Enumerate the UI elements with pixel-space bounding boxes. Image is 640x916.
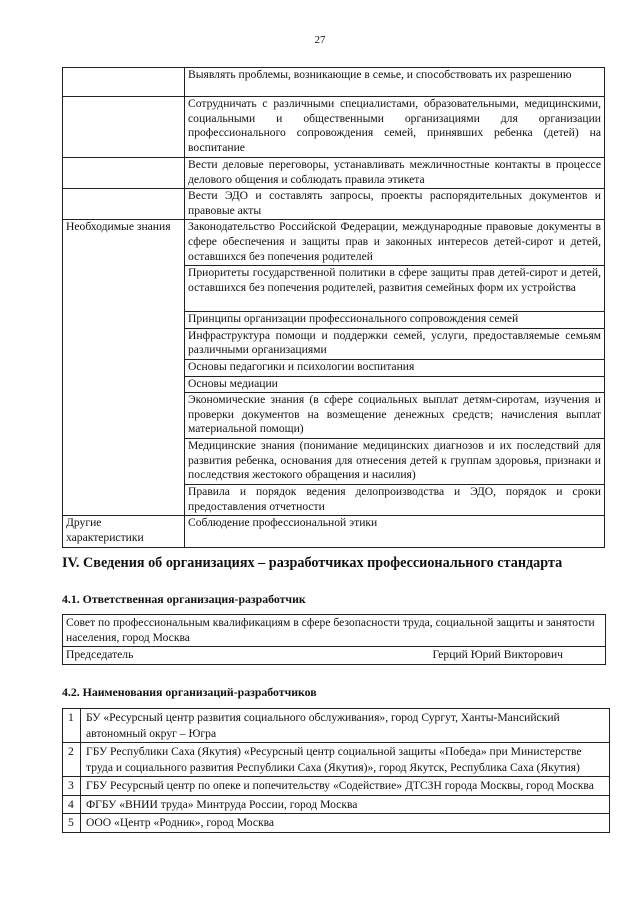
role-label: Председатель xyxy=(63,647,335,665)
row-text: Медицинские знания (понимание медицинских диагнозов и их последствий для развития ребенка, основания для отнесения детей к группам здоровья, признаки и последствия жестокого обращения и насилия) xyxy=(185,439,605,485)
organization-name: ФГБУ «ВНИИ труда» Минтруда России, город Москва xyxy=(81,795,610,814)
row-label xyxy=(63,359,185,376)
organization-name: ГБУ Республики Саха (Якутия) «Ресурсный центр социальной защиты «Победа» при Министерстве труда и социального развития Республики Саха (Якутия)», город Якутск, Республика Саха (Якутия) xyxy=(81,743,610,777)
responsible-organization: Совет по профессиональным квалификациям в сфере безопасности труда, социальной защиты и занятости населения, город Москва xyxy=(63,615,606,647)
row-number: 1 xyxy=(63,709,81,743)
table-row xyxy=(63,189,605,220)
page-number: 27 xyxy=(314,34,326,46)
organization-name: БУ «Ресурсный центр развития социального обслуживания», город Сургут, Ханты-Мансийский автономный округ – Югра xyxy=(81,709,610,743)
row-label: Другие характеристики xyxy=(63,516,185,547)
competence-table xyxy=(62,67,605,548)
row-number: 2 xyxy=(63,743,81,777)
row-text: Сотрудничать с различными специалистами, образовательными, медицинскими, социальными и общественными организациями для организации профессионального сопровождения семей, принявших ребенка (детей) на воспитание xyxy=(185,97,605,158)
row-label xyxy=(63,97,185,158)
row-text: Вести ЭДО и составлять запросы, проекты распорядительных документов и правовые акты xyxy=(185,189,605,220)
table-row xyxy=(63,777,610,796)
table-row xyxy=(63,795,610,814)
row-text: Инфраструктура помощи и поддержки семей, услуги, предоставляемые семьям различными организациями xyxy=(185,328,605,359)
table-row xyxy=(63,220,605,266)
table-row xyxy=(63,709,610,743)
table-row xyxy=(63,97,605,158)
table-row xyxy=(63,814,610,833)
row-label xyxy=(63,312,185,329)
row-text: Принципы организации профессионального сопровождения семей xyxy=(185,312,605,329)
row-text: Основы медиации xyxy=(185,376,605,393)
row-label xyxy=(63,393,185,439)
table-row xyxy=(63,647,606,665)
organization-name: ГБУ Ресурсный центр по опеке и попечительству «Содействие» ДТСЗН города Москвы, город Москва xyxy=(81,777,610,796)
developers-heading: 4.2. Наименования организаций-разработчиков xyxy=(62,685,317,699)
row-label xyxy=(63,485,185,516)
table-row xyxy=(63,68,605,97)
row-label xyxy=(63,376,185,393)
row-text: Соблюдение профессиональной этики xyxy=(185,516,605,547)
row-label xyxy=(63,439,185,485)
table-row xyxy=(63,516,605,547)
table-row xyxy=(63,393,605,439)
developers-table xyxy=(62,708,610,833)
table-row xyxy=(63,359,605,376)
row-number: 3 xyxy=(63,777,81,796)
table-row xyxy=(63,266,605,312)
row-label: Необходимые знания xyxy=(63,220,185,266)
row-label xyxy=(63,68,185,97)
table-row xyxy=(63,743,610,777)
responsible-org-table xyxy=(62,614,606,665)
person-name: Герций Юрий Викторович xyxy=(334,647,606,665)
row-text: Законодательство Российской Федерации, международные правовые документы в сфере обеспечения и защиты прав и законных интересов детей-сирот и детей, оставшихся без попечения родителей xyxy=(185,220,605,266)
table-row xyxy=(63,615,606,647)
row-text: Основы педагогики и психологии воспитания xyxy=(185,359,605,376)
table-row xyxy=(63,376,605,393)
row-label xyxy=(63,266,185,312)
table-row xyxy=(63,485,605,516)
row-text: Выявлять проблемы, возникающие в семье, и способствовать их разрешению xyxy=(185,68,605,97)
row-label xyxy=(63,158,185,189)
row-label xyxy=(63,189,185,220)
row-number: 4 xyxy=(63,795,81,814)
row-text: Экономические знания (в сфере социальных выплат детям-сиротам, изучения и проверки документов на возмещение денежных средств; начисления выплат материальной помощи) xyxy=(185,393,605,439)
row-text: Приоритеты государственной политики в сфере защиты прав детей-сирот и детей, оставшихся без попечения родителей, развития семейных форм их устройства xyxy=(185,266,605,312)
row-text: Правила и порядок ведения делопроизводства и ЭДО, порядок и сроки предоставления отчетности xyxy=(185,485,605,516)
table-row xyxy=(63,158,605,189)
organization-name: ООО «Центр «Родник», город Москва xyxy=(81,814,610,833)
section-title: IV. Сведения об организациях – разработчиках профессионального стандарта xyxy=(62,555,563,571)
responsible-heading: 4.1. Ответственная организация-разработчик xyxy=(62,592,306,606)
table-row xyxy=(63,328,605,359)
table-row xyxy=(63,312,605,329)
row-number: 5 xyxy=(63,814,81,833)
row-text: Вести деловые переговоры, устанавливать межличностные контакты в процессе делового общения и соблюдать правила этикета xyxy=(185,158,605,189)
table-row xyxy=(63,439,605,485)
row-label xyxy=(63,328,185,359)
